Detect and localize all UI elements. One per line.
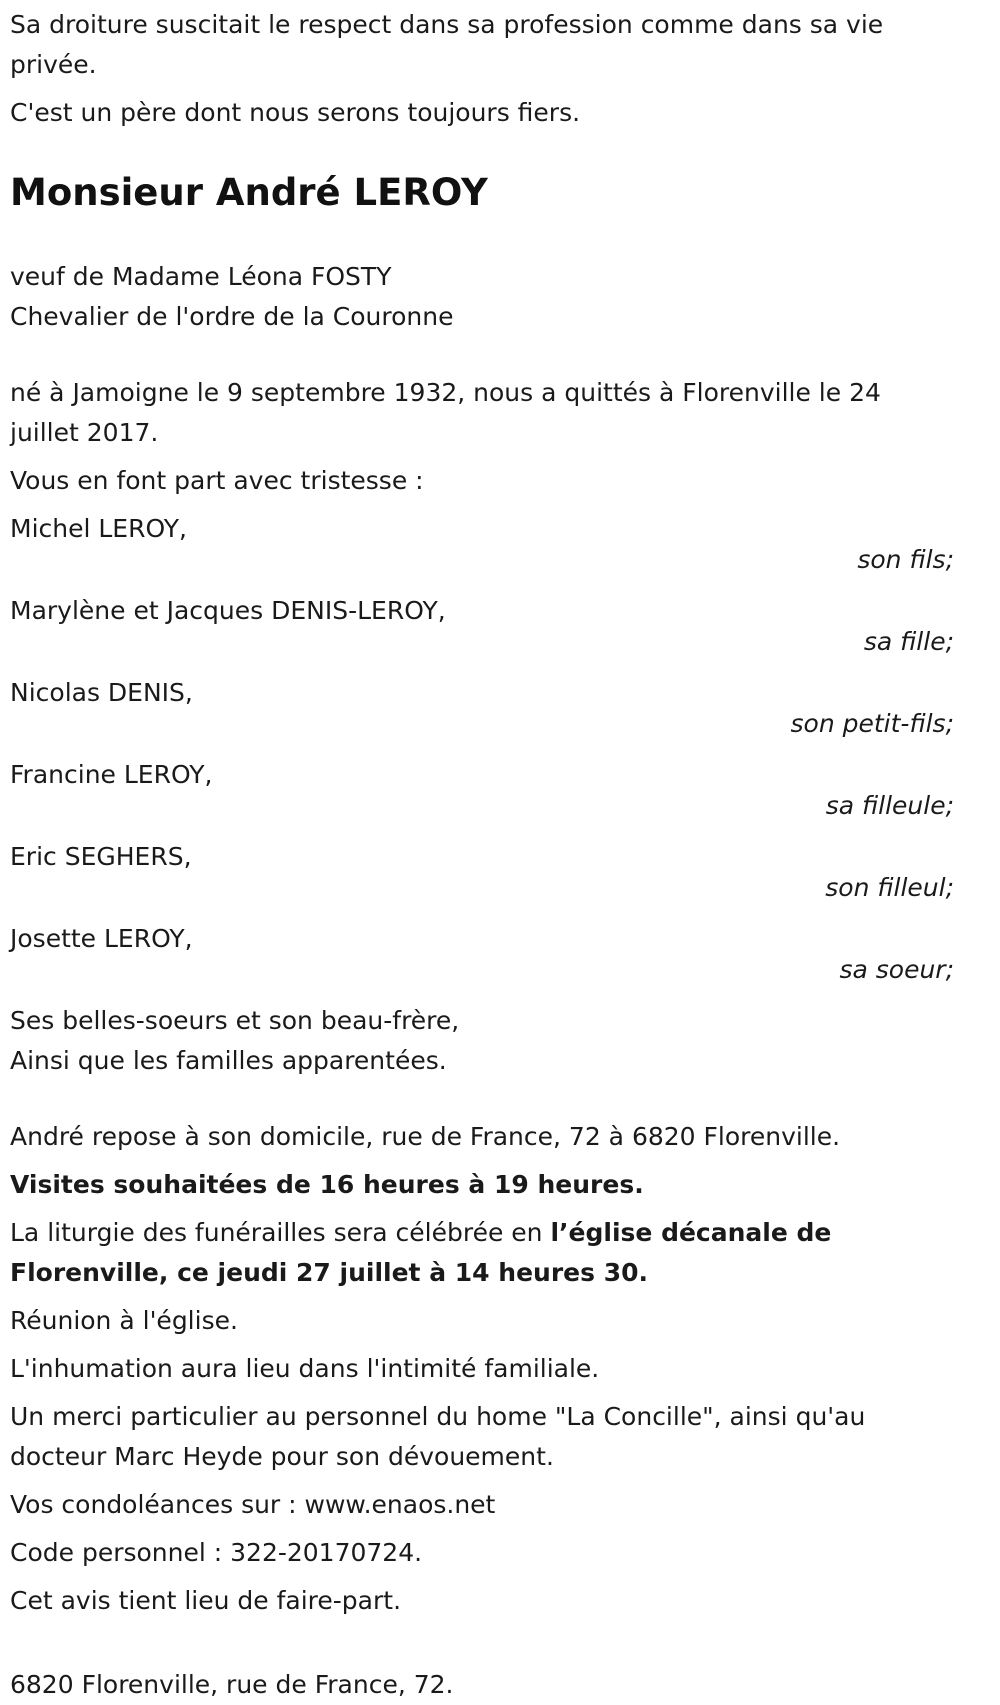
family-list	[10, 509, 954, 997]
intro-text: Sa droiture suscitait le respect dans sa profession comme dans sa vie privée.	[10, 10, 884, 79]
intro-text-2: C'est un père dont nous serons toujours fiers.	[10, 98, 581, 127]
family-member-relation: sa fille;	[863, 627, 954, 656]
reunion-text: Réunion à l'église.	[10, 1306, 238, 1335]
family-member-relation: son filleul;	[825, 873, 954, 902]
list-item	[10, 673, 954, 751]
liturgy-details: l’église décanale de Florenville, ce jeudi 27 juillet à 14 heures 30.	[10, 1218, 832, 1287]
liturgy-text	[10, 1213, 954, 1293]
burial-text: L'inhumation aura lieu dans l'intimité familiale.	[10, 1354, 600, 1383]
family-member-name: Nicolas DENIS,	[10, 678, 193, 707]
condolences-text: Vos condoléances sur : www.enaos.net	[10, 1490, 496, 1519]
family-member-relation: sa filleule;	[825, 791, 954, 820]
family-member-name: Marylène et Jacques DENIS-LEROY,	[10, 596, 446, 625]
birth-death-text: né à Jamoigne le 9 septembre 1932, nous a quittés à Florenville le 24 juillet 2017.	[10, 378, 881, 447]
family-member-relation: sa soeur;	[839, 955, 954, 984]
code-text: Code personnel : 322-20170724.	[10, 1538, 423, 1567]
family-member-name: Michel LEROY,	[10, 514, 188, 543]
family-member-name: Francine LEROY,	[10, 760, 213, 789]
extended-family-block	[10, 1001, 954, 1081]
spacer	[10, 1629, 954, 1665]
honor-line: Chevalier de l'ordre de la Couronne	[10, 302, 454, 331]
spacer	[10, 1081, 954, 1117]
family-member-relation: son petit-fils;	[790, 709, 954, 738]
page-title: Monsieur André LEROY	[10, 171, 488, 214]
status-block	[10, 257, 954, 337]
notice-text: Cet avis tient lieu de faire-part.	[10, 1586, 402, 1615]
extended-family-line-2: Ainsi que les familles apparentées.	[10, 1046, 447, 1075]
extended-family-line: Ses belles-soeurs et son beau-frère,	[10, 1006, 460, 1035]
list-item	[10, 837, 954, 915]
list-item	[10, 919, 954, 997]
family-member-name: Eric SEGHERS,	[10, 842, 192, 871]
liturgy-prefix: La liturgie des funérailles sera célébrée en	[10, 1218, 551, 1247]
address-text: 6820 Florenville, rue de France, 72.	[10, 1670, 454, 1699]
list-item	[10, 509, 954, 587]
thanks-text: Un merci particulier au personnel du home "La Concille", ainsi qu'au docteur Marc Heyde pour son dévouement.	[10, 1402, 866, 1471]
family-member-name: Josette LEROY,	[10, 924, 193, 953]
spacer	[10, 337, 954, 373]
visits-text: Visites souhaitées de 16 heures à 19 heures.	[10, 1170, 644, 1199]
list-item	[10, 591, 954, 669]
list-item	[10, 755, 954, 833]
rest-text: André repose à son domicile, rue de France, 72 à 6820 Florenville.	[10, 1122, 841, 1151]
family-member-relation: son fils;	[857, 545, 954, 574]
announce-text: Vous en font part avec tristesse :	[10, 466, 424, 495]
widower-line: veuf de Madame Léona FOSTY	[10, 262, 392, 291]
